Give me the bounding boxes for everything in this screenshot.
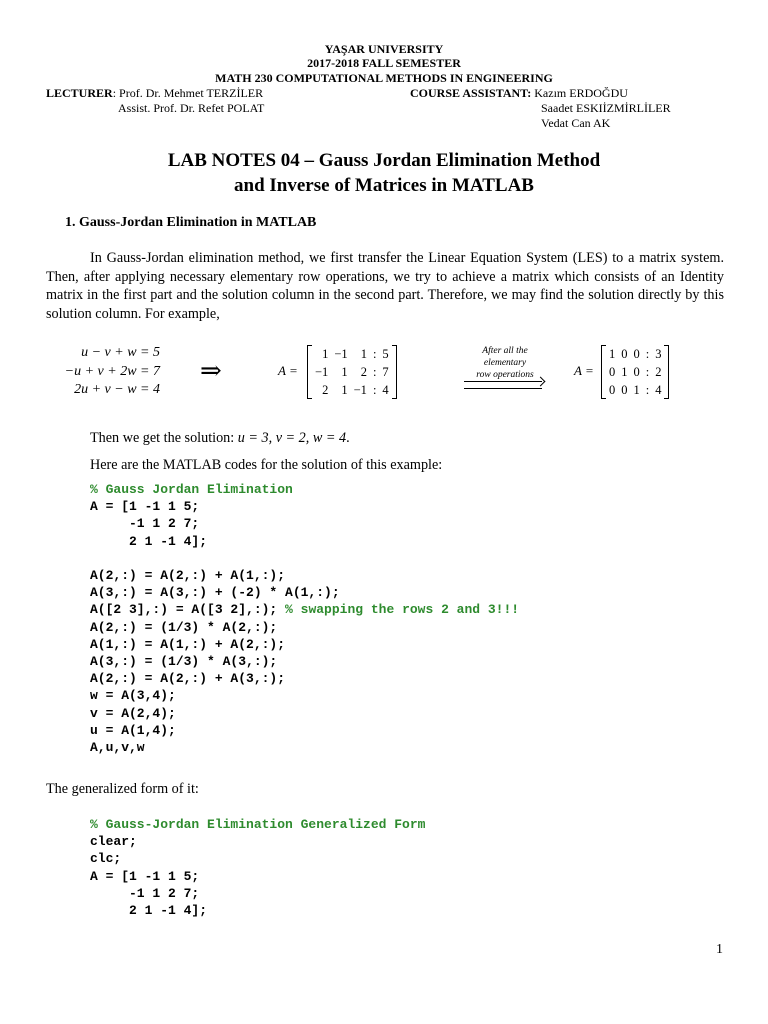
matrix-row: 1 0 0 : 3: [609, 347, 662, 361]
code-line: [90, 687, 519, 704]
solution-values: u = 3, v = 2, w = 4: [237, 430, 347, 446]
course-assistant-3: Vedat Can AK: [541, 116, 611, 130]
matrix-row: 1 −1 1 : 5: [322, 347, 389, 361]
code-text: -1 1 2 7;: [90, 885, 200, 901]
code-line: [90, 515, 519, 532]
code-text: 2 1 -1 4];: [90, 903, 208, 919]
code-text: A(1,:) = A(1,:) + A(2,:);: [90, 636, 286, 652]
code-text: clear;: [90, 834, 137, 850]
codes-intro: Here are the MATLAB codes for the solution of this example:: [90, 457, 443, 473]
code-text: A(3,:) = (1/3) * A(3,:);: [90, 654, 278, 670]
code-text: A = [1 -1 1 5;: [90, 499, 200, 515]
code-line: [90, 722, 519, 739]
code-line: [90, 705, 519, 722]
matrix-row: 0 0 1 : 4: [609, 383, 662, 397]
code-text: w = A(3,4);: [90, 688, 176, 704]
solution-line: [90, 429, 350, 447]
semester: 2017-2018 FALL SEMESTER: [307, 56, 461, 70]
code-line: [90, 885, 425, 902]
intro-paragraph: [46, 249, 724, 323]
code-line: [90, 619, 519, 636]
matrix-row: −1 1 2 : 7: [315, 365, 389, 379]
matlab-code-block-2: [90, 816, 425, 919]
code-text: A([2 3],:) = A([3 2],:);: [90, 602, 286, 618]
implies-arrow-icon: ⇒: [200, 356, 222, 385]
matrix-label-initial: A =: [278, 363, 298, 378]
code-text: A(2,:) = A(2,:) + A(3,:);: [90, 671, 286, 687]
code-line: [90, 833, 425, 850]
code-text: A(3,:) = A(3,:) + (-2) * A(1,:);: [90, 585, 340, 601]
note-line: row operations: [476, 370, 534, 380]
lecturer-label: LECTURER: [46, 86, 113, 100]
code-comment: % swapping the rows 2 and 3!!!: [285, 602, 520, 618]
double-arrow-icon: [464, 381, 542, 389]
matrix-final: [601, 345, 669, 399]
code-text: A = [1 -1 1 5;: [90, 868, 200, 884]
solution-suffix: .: [346, 430, 350, 446]
title-line-1: LAB NOTES 04 – Gauss Jordan Elimination Method: [167, 150, 601, 171]
code-text: clc;: [90, 851, 122, 867]
code-text: A(2,:) = A(2,:) + A(1,:);: [90, 568, 286, 584]
code-text: 2 1 -1 4];: [90, 533, 208, 549]
lecturer-name: : Prof. Dr. Mehmet TERZİLER: [112, 86, 264, 100]
code-line: [90, 550, 519, 567]
code-comment: % Gauss-Jordan Elimination Generalized Form: [90, 817, 426, 832]
course-assistant-1: Kazım ERDOĞDU: [534, 86, 628, 100]
course-assistant-2: Saadet ESKIİZMİRLİLER: [541, 101, 671, 115]
equation-2: −u + v + 2w = 7: [64, 363, 160, 379]
matrix-row: 2 1 −1 : 4: [322, 383, 389, 397]
generalized-intro: The generalized form of it:: [46, 781, 199, 797]
course-assistant-label: COURSE ASSISTANT:: [410, 86, 532, 100]
code-line: [90, 670, 519, 687]
matrix-initial: [307, 345, 397, 399]
code-line: [90, 601, 519, 618]
code-line: [90, 816, 425, 833]
code-line: [90, 739, 519, 756]
code-line: [90, 584, 519, 601]
matrix-label-final: A =: [574, 363, 594, 378]
code-line: [90, 533, 519, 550]
code-line: [90, 567, 519, 584]
course-name: MATH 230 COMPUTATIONAL METHODS IN ENGINEERING: [215, 71, 553, 85]
code-text: v = A(2,4);: [90, 705, 176, 721]
title-line-2: and Inverse of Matrices in MATLAB: [234, 175, 534, 196]
equation-system: [50, 344, 170, 400]
code-line: [90, 850, 425, 867]
code-line: [90, 653, 519, 670]
row-operations-note: [462, 345, 548, 381]
intro-text: In Gauss-Jordan elimination method, we first transfer the Linear Equation System (LES) to a matrix system. Then, after applying necessary elementary row operations, we try to achieve a matrix which consists of an Identity matrix in the first part and the solution column in the second part. Therefore, we may find the solution directly by this solution column. For example,: [46, 250, 724, 322]
matlab-code-block-1: [90, 481, 519, 756]
lecturer-line: [46, 86, 263, 100]
assistant-lecturer: Assist. Prof. Dr. Refet POLAT: [118, 101, 265, 115]
note-line: elementary: [483, 358, 527, 368]
code-text: u = A(1,4);: [90, 722, 176, 738]
code-line: [90, 498, 519, 515]
code-line: [90, 868, 425, 885]
course-assistant-line: [410, 86, 628, 100]
page-number: 1: [716, 942, 723, 957]
equation-3: 2u + v − w = 4: [74, 382, 160, 397]
matrix-row: 0 1 0 : 2: [609, 365, 662, 379]
university-name: YAŞAR UNIVERSITY: [324, 42, 444, 56]
code-comment: % Gauss Jordan Elimination: [90, 482, 293, 497]
code-line: [90, 902, 425, 919]
code-line: [90, 636, 519, 653]
code-text: A(2,:) = (1/3) * A(2,:);: [90, 619, 278, 635]
equation-1: u − v + w = 5: [81, 345, 160, 360]
solution-prefix: Then we get the solution:: [90, 430, 238, 446]
code-text: A,u,v,w: [90, 740, 145, 756]
code-line: [90, 481, 519, 498]
code-text: -1 1 2 7;: [90, 516, 200, 532]
note-line: After all the: [482, 346, 528, 356]
section-heading: 1. Gauss-Jordan Elimination in MATLAB: [65, 215, 317, 230]
